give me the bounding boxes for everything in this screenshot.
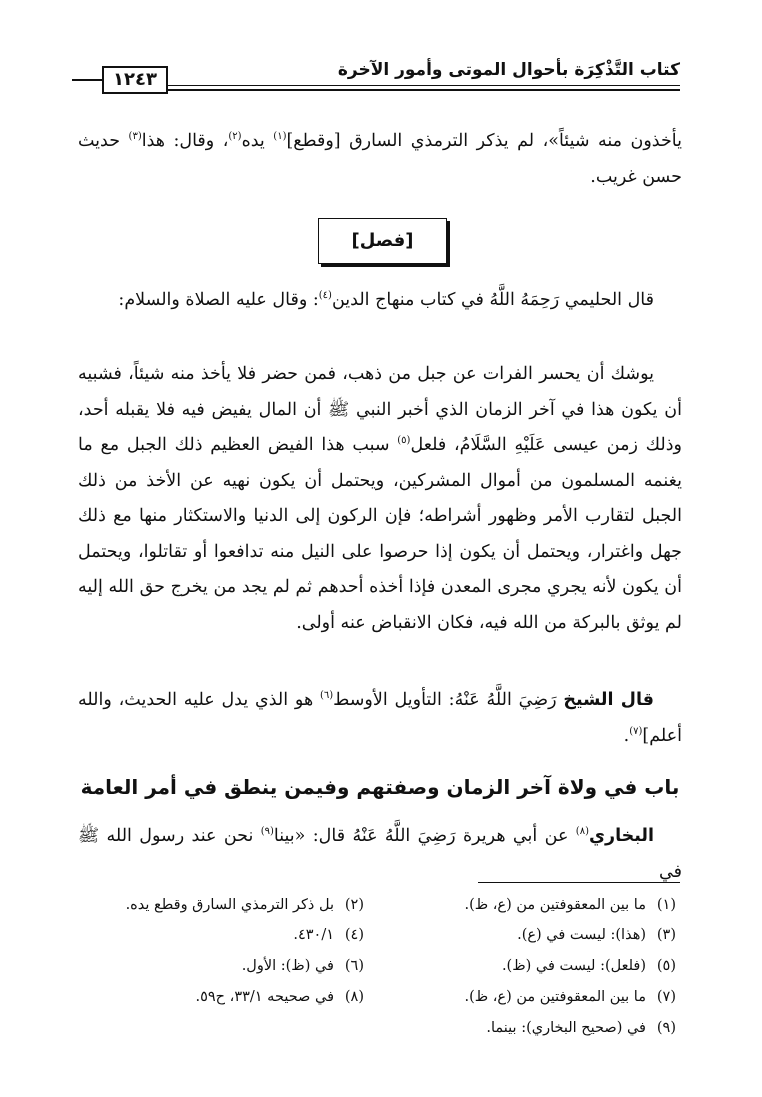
- footnote: (٩)في (صحيح البخاري): بينما.: [486, 1020, 676, 1036]
- section-heading-box: [فصل]: [318, 218, 447, 264]
- header-rule: [167, 85, 680, 86]
- footnote: (٦)في (ظ): الأول.: [241, 958, 364, 974]
- running-header: [72, 58, 680, 98]
- footnote-rule: [478, 882, 680, 883]
- header-title: كتاب التَّذْكِرَة بأحوال الموتى وأمور الآخرة: [337, 60, 680, 80]
- footnote: (٧)ما بين المعقوفتين من (ع، ظ).: [464, 989, 676, 1005]
- page-number-line: [72, 79, 102, 81]
- paragraph-shaykh: قال الشيخ رَضِيَ اللَّهُ عَنْهُ: التأويل الأوسط$^{(٦)}$ هو الذي يدل عليه الحديث، والله أعلم]$^{(٧)}$.: [78, 690, 682, 746]
- paragraph-continuation: يأخذون منه شيئاً»، لم يذكر الترمذي السارق [وقطع]$^{(١)}$ يده$^{(٢)}$، وقال: هذا$^{(٣)}$ حديث حسن غريب.: [78, 131, 683, 187]
- footnote: (٨)في صحيحه ٣٣/١، ح٥٩.: [195, 989, 364, 1005]
- footnote: (٤)٤٣٠/١.: [293, 927, 364, 943]
- footnote: (٣)(هذا): ليست في (ع).: [517, 927, 676, 943]
- page-number: ١٢٤٣: [102, 66, 168, 94]
- paragraph-bukhari: البخاري$^{(٨)}$ عن أبي هريرة رَضِيَ اللَّهُ عَنْهُ قال: «بينا$^{(٩)}$ نحن عند رسول الله ﷺ في: [78, 826, 682, 882]
- header-rule-thick: [167, 89, 680, 91]
- footnote: (١)ما بين المعقوفتين من (ع، ظ).: [464, 897, 676, 913]
- paragraph-halimi: قال الحليمي رَحِمَهُ اللَّهُ في كتاب منهاج الدين$^{(٤)}$: وقال عليه الصلاة والسلام:: [118, 290, 654, 310]
- footnote: (٢)بل ذكر الترمذي السارق وقطع يده.: [125, 897, 364, 913]
- chapter-title: باب في ولاة آخر الزمان وصفتهم وفيمن ينطق في أمر العامة: [80, 775, 680, 799]
- paragraph-hadith-commentary: يوشك أن يحسر الفرات عن جبل من ذهب، فمن حضر فلا يأخذ منه شيئاً، فشبيه أن يكون هذا في آخر الزمان الذي أخبر النبي ﷺ أن المال يفيض فيه فلا يقبله أحد، وذلك زمن عيسى عَلَيْهِ السَّلَامُ، فلعل$^{(٥)}$ سبب هذا الفيض العظيم ذلك الجبل مع ما يغنمه المسلمون من أموال المشركين، ويحتمل أن يكون نهيه عن الأخذ من ذلك الجبل لتقارب الأمر وظهور أشراطه؛ فإن الركون إلى الدنيا والاستكثار منها مع ذلك جهل واغترار، ويحتمل أن يكون إذا حرصوا على النيل منه تدافعوا أو تقاتلوا، ويحتمل أن يكون لأنه يجري مجرى المعدن فإذا أخذه أحدهم ثم لم يجد من يخرج حق الله إليه لم يوثق بالبركة من الله فيه، فكان الانقباض عنه أولى.: [78, 364, 682, 633]
- footnote: (٥)(فلعل): ليست في (ظ).: [501, 958, 676, 974]
